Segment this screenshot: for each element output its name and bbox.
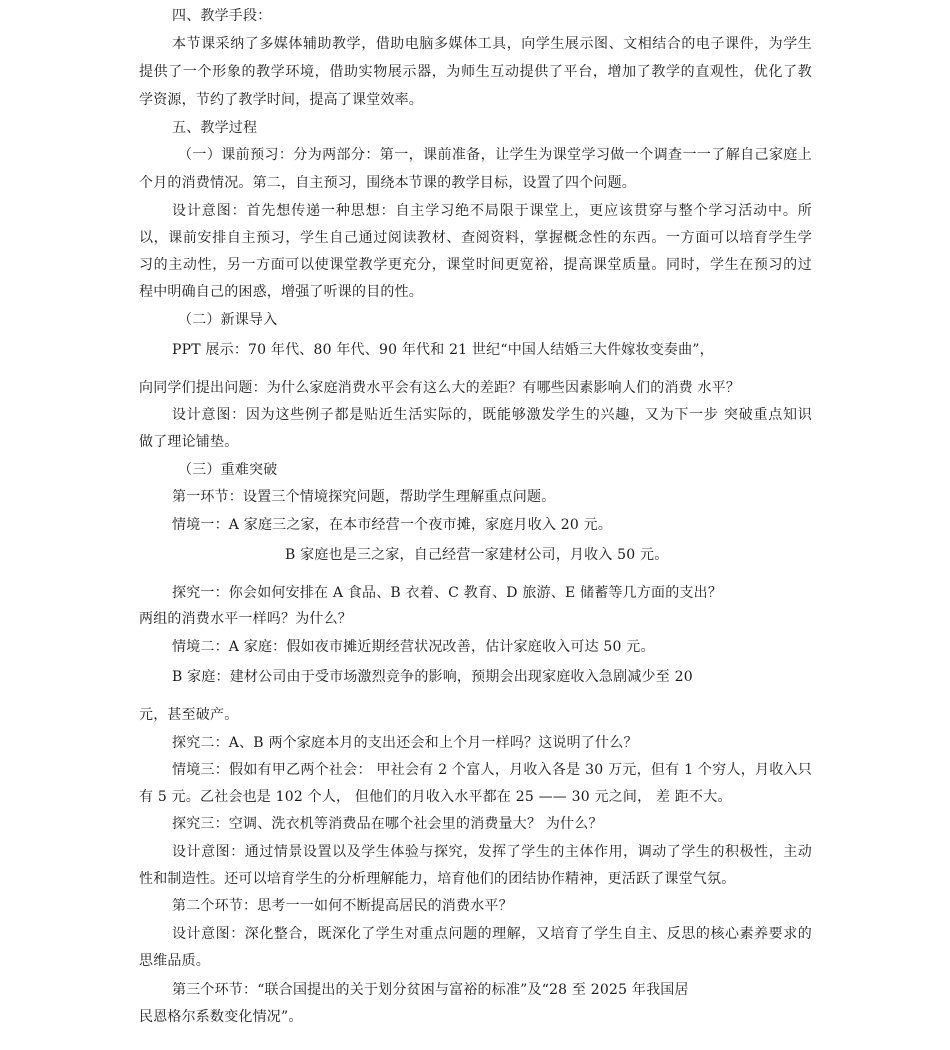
paragraph-line: 思维品质。 [139,953,210,969]
paragraph-line: 元，甚至破产。 [139,707,239,723]
paragraph-line: 以，课前安排自主预习，学生自己通过阅读教材、查阅资料，掌握概念性的东西。一方面可以培育学生学 [139,230,812,246]
paragraph-line: 向同学们提出问题：为什么家庭消费水平会有这么大的差距？有哪些因素影响人们的消费 水平？ [139,380,741,396]
section-heading-teaching-means: 四、教学手段： [172,8,272,24]
paragraph-line: 做了理论铺垫。 [139,434,239,450]
paragraph-line: 第一环节：设置三个情境探究问题，帮助学生理解重点问题。 [172,489,556,505]
paragraph-line: 两组的消费水平一样吗？为什么？ [139,611,352,627]
paragraph-line: 本节课采纳了多媒体辅助教学，借助电脑多媒体工具，向学生展示图、文相结合的电子课件，为学生 [172,36,812,52]
paragraph-line: 习的主动性，另一方面可以使课堂教学更充分，课堂时间更宽裕，提高课堂质量。同时，学生在预习的过 [139,257,812,273]
paragraph-line: 程中明确自己的困惑，增强了听课的目的性。 [139,284,423,300]
paragraph-line: 设计意图：因为这些例子都是贴近生活实际的，既能够激发学生的兴趣，又为下一步 突破重点知识 [172,407,812,423]
paragraph-line: 探究一：你会如何安排在 A 食品、B 衣着、C 教育、D 旅游、E 储蓄等几方面的支出？ [172,585,723,601]
paragraph-line: 个月的消费情况。第二，自主预习，围绕本节课的教学目标，设置了四个问题。 [139,175,636,191]
paragraph-line: 提供了一个形象的教学环境，借助实物展示器，为师生互动提供了平台，增加了教学的直观性，优化了教 [139,64,812,80]
paragraph-line: 民恩格尔系数变化情况”。 [139,1009,303,1025]
paragraph-line: 设计意图：首先想传递一种思想：自主学习绝不局限于课堂上，更应该贯穿与整个学习活动中。所 [172,203,812,219]
paragraph-line: 性和制造性。还可以培育学生的分析理解能力，培育他们的团结协作精神，更活跃了课堂气氛。 [139,871,736,887]
paragraph-line: 情境二：A 家庭：假如夜市摊近期经营状况改善，估计家庭收入可达 50 元。 [172,639,655,655]
paragraph-line: 情境三：假如有甲乙两个社会： 甲社会有 2 个富人，月收入各是 30 万元，但有 1 个穷人，月收入只 [172,762,812,778]
paragraph-line: 第三个环节：“联合国提出的关于划分贫困与富裕的标准”及“28 至 2025 年我国居 [172,982,689,998]
paragraph-line: 情境一：A 家庭三之家，在本市经营一个夜市摊，家庭月收入 20 元。 [172,517,613,533]
subsection-heading-key-points: （三）重难突破 [178,462,278,478]
subsection-heading-new-lesson: （二）新课导入 [178,312,278,328]
paragraph-line: B 家庭也是三之家，自己经营一家建材公司，月收入 50 元。 [285,547,669,563]
paragraph-line: 设计意图：通过情景设置以及学生体验与探究，发挥了学生的主体作用，调动了学生的积极性，主动 [172,844,812,860]
paragraph-line: 学资源，节约了教学时间，提高了课堂效率。 [139,92,423,108]
paragraph-line: 设计意图：深化整合，既深化了学生对重点问题的理解，又培育了学生自主、反思的核心素养要求的 [172,926,812,942]
paragraph-line: 探究三：空调、洗衣机等消费品在哪个社会里的消费量大？ 为什么？ [172,816,603,832]
section-heading-teaching-process: 五、教学过程 [172,120,258,136]
paragraph-line: PPT 展示：70 年代、80 年代、90 年代和 21 世纪“中国人结婚三大件嫁妆变奏曲”， [172,342,714,358]
paragraph-line: （一）课前预习：分为两部分：第一，课前准备，让学生为课堂学习做一个调查一一了解自己家庭上 [178,147,812,163]
paragraph-line: 第二个环节：思考一一如何不断提高居民的消费水平？ [172,898,513,914]
paragraph-line: 探究二：A、B 两个家庭本月的支出还会和上个月一样吗？这说明了什么？ [172,735,638,751]
paragraph-line: B 家庭：建材公司由于受市场激烈竞争的影响，预期会出现家庭收入急剧减少至 20 [172,669,693,685]
paragraph-line: 有 5 元。乙社会也是 102 个人， 但他们的月收入水平都在 25 —— 30 元之间， 差 距不大。 [139,789,732,805]
